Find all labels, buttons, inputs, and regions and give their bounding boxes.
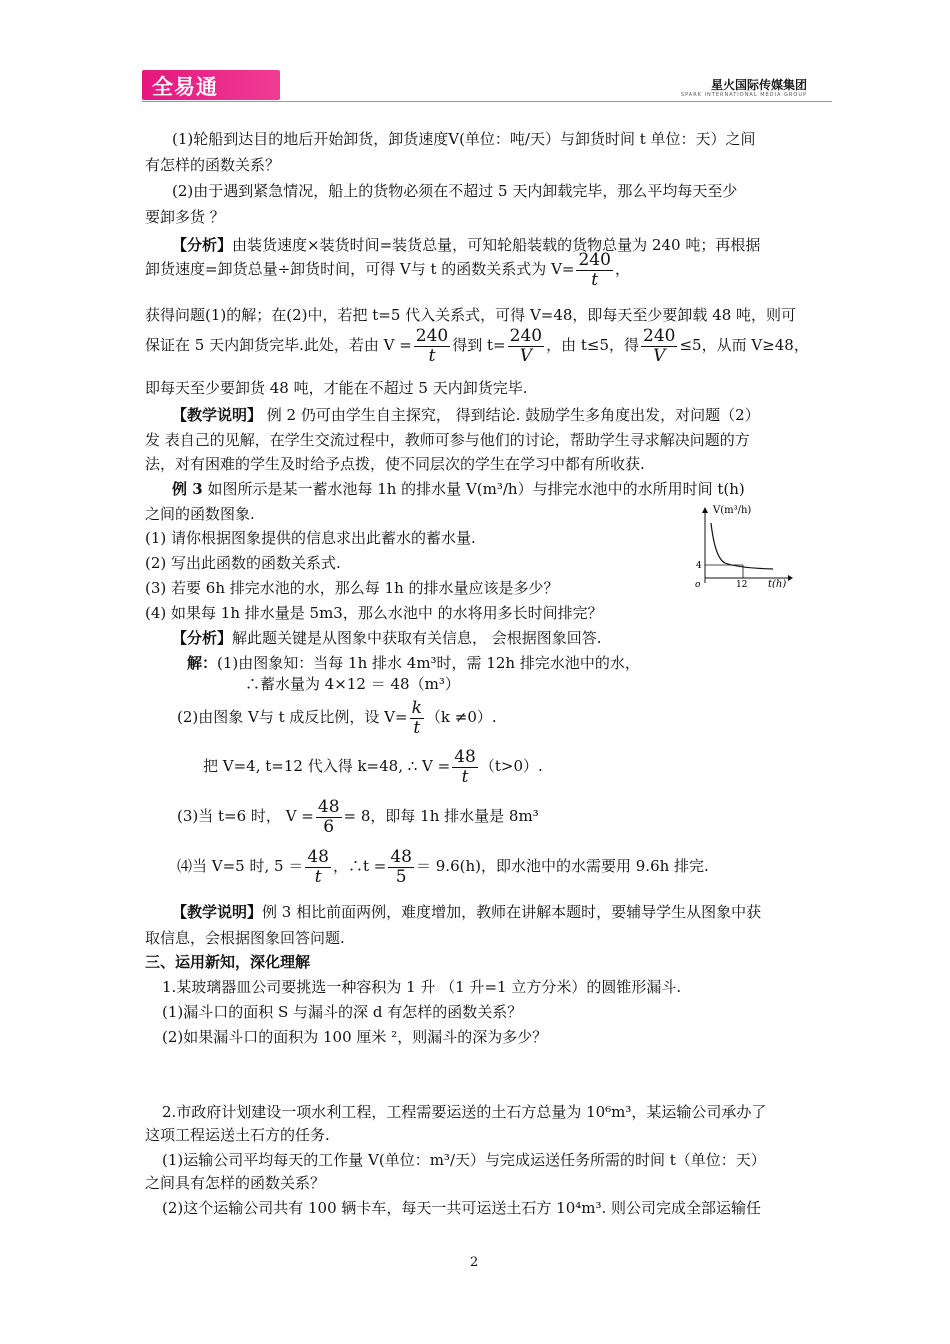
x-axis-arrow xyxy=(788,575,793,581)
teaching-note-text: 例 3 相比前面两例，难度增加，教师在讲解本题时，要辅导学生从图象中获 xyxy=(262,903,762,921)
denominator: t xyxy=(591,269,599,290)
solution-line xyxy=(177,798,539,836)
exercise-line: 之间具有怎样的函数关系？ xyxy=(145,1174,326,1192)
solution-line: ∴蓄水量为 4×12 ＝ 48（m³） xyxy=(245,675,460,693)
fraction-240-over-v xyxy=(641,327,677,365)
teaching-note-tag: 【教学说明】 xyxy=(172,903,263,921)
analysis-line xyxy=(145,251,630,289)
exercise-line: 1.某玻璃器皿公司要挑选一种容积为 1 升 （1 升=1 立方分米）的圆锥形漏斗. xyxy=(162,978,682,996)
question-line: (4) 如果每 1h 排水量是 5m3，那么水池中 的水将用多长时间排完？ xyxy=(145,604,603,622)
example-tag: 例 3 xyxy=(172,480,203,498)
logo-text: 全易通 xyxy=(152,75,218,99)
exercise-line: 这项工程运送土石方的任务. xyxy=(145,1126,330,1144)
solution-text: ＝ 9.6(h)，即水池中的水需要用 9.6h 排完. xyxy=(416,857,709,876)
x-tick-label: 12 xyxy=(736,580,748,588)
analysis-text: 保证在 5 天内卸货完毕.此处，若由 V = xyxy=(145,336,412,355)
numerator: 240 xyxy=(415,326,449,346)
denominator: 6 xyxy=(323,816,335,837)
solution-line xyxy=(203,748,543,786)
question-line: (1) 请你根据图象提供的信息求出此蓄水的蓄水量. xyxy=(145,529,476,547)
solution-text: （k ≠0）. xyxy=(425,708,497,727)
example-text: 如图所示是某一蓄水池每 1h 的排水量 V(m³/h）与排完水池中的水所用时间 t(h) xyxy=(202,480,745,498)
exercise-line: 2.市政府计划建设一项水利工程，工程需要运送的土石方总量为 10⁶m³，某运输公司承办了 xyxy=(162,1103,767,1121)
fraction-240-over-v xyxy=(508,327,544,365)
numerator: 240 xyxy=(578,250,611,270)
analysis-line: 即每天至少要卸货 48 吨，才能在不超过 5 天内卸货完毕. xyxy=(145,379,528,397)
exercise-line: (1)运输公司平均每天的工作量 V(单位：m³/天）与完成运送任务所需的时间 t（单位：天） xyxy=(162,1151,766,1169)
denominator: t xyxy=(413,717,421,738)
numerator: 48 xyxy=(390,847,412,867)
text-line: 有怎样的函数关系？ xyxy=(145,156,281,174)
denominator: V xyxy=(653,345,666,366)
analysis-tag: 【分析】 xyxy=(172,629,233,647)
analysis-tag: 【分析】 xyxy=(172,236,233,254)
exercise-line: (1)漏斗口的面积 S 与漏斗的深 d 有怎样的函数关系？ xyxy=(162,1003,523,1021)
solution-text: ⑷当 V=5 时, 5 ＝ xyxy=(177,857,304,876)
analysis-text: 解此题关键是从图象中获取有关信息， 会根据图象回答. xyxy=(232,629,602,647)
teaching-note-line xyxy=(172,404,760,425)
fraction-k-over-t xyxy=(410,699,424,737)
analysis-text: 得到 t= xyxy=(452,336,506,355)
teaching-note-tag: 【教学说明】 xyxy=(172,406,263,424)
fraction-48-over-5 xyxy=(388,848,414,886)
numerator: k xyxy=(411,698,422,718)
brand-name: 星火国际传媒集团 xyxy=(710,78,807,92)
y-axis-arrow xyxy=(702,507,708,513)
analysis-text: 卸货速度=卸货总量÷卸货时间，可得 V与 t 的函数关系式为 V= xyxy=(145,260,575,279)
solution-text: ，∴t = xyxy=(332,857,387,876)
inverse-function-graph xyxy=(683,503,793,588)
origin-label: o xyxy=(695,580,701,588)
text-line: 要卸多货 ？ xyxy=(145,208,225,226)
analysis-line xyxy=(145,327,809,365)
numerator: 240 xyxy=(509,326,543,346)
analysis-line xyxy=(172,627,602,648)
denominator: t xyxy=(314,866,322,887)
exercise-line: (2)如果漏斗口的面积为 100 厘米 ²，则漏斗的深为多少？ xyxy=(162,1028,548,1046)
solution-tag: 解： xyxy=(187,654,218,672)
fraction-240-over-t xyxy=(576,251,612,289)
y-axis-label: V(m³/h) xyxy=(713,505,752,516)
numerator: 240 xyxy=(643,326,676,346)
analysis-text: ≤5，从而 V≥48， xyxy=(679,336,809,355)
analysis-text: ，由 t≤5，得 xyxy=(546,336,639,355)
solution-line xyxy=(177,848,709,886)
example-text: 之间的函数图象. xyxy=(145,505,255,523)
y-tick-label: 4 xyxy=(696,561,702,571)
numerator: 48 xyxy=(317,797,340,817)
denominator: 5 xyxy=(395,866,407,887)
analysis-text: ， xyxy=(614,260,630,279)
solution-text: = 8，即每 1h 排水量是 8m³ xyxy=(343,807,539,826)
x-axis-label: t(h) xyxy=(768,579,787,588)
teaching-note-line: 发 表自己的见解，在学生交流过程中，教师可参与他们的讨论，帮助学生寻求解决问题的方 xyxy=(145,431,750,449)
header-divider xyxy=(142,101,832,102)
hyperbola-curve xyxy=(711,523,773,569)
analysis-line: 获得问题(1)的解；在(2)中，若把 t=5 代入关系式，可得 V=48，即每天至少要卸载 48 吨，则可 xyxy=(145,306,797,324)
denominator: t xyxy=(461,766,469,787)
numerator: 48 xyxy=(307,847,329,867)
fraction-48-over-t xyxy=(305,848,331,886)
question-line: (2) 写出此函数的函数关系式. xyxy=(145,554,341,572)
solution-text: (3)当 t=6 时， V = xyxy=(177,807,314,826)
solution-text: 把 V=4, t=12 代入得 k=48, ∴ V = xyxy=(203,757,451,776)
section-heading: 三、运用新知，深化理解 xyxy=(145,953,311,971)
teaching-note-line: 法，对有困难的学生及时给予点拨，使不同层次的学生在学习中都有所收获. xyxy=(145,455,645,473)
page-number: 2 xyxy=(470,1255,479,1270)
text-line: (2)由于遇到紧急情况，船上的货物必须在不超过 5 天内卸载完毕，那么平均每天至少 xyxy=(172,182,738,200)
teaching-note-line xyxy=(172,901,761,922)
teaching-note-line: 取信息，会根据图象回答问题. xyxy=(145,929,345,947)
numerator: 48 xyxy=(454,747,476,767)
analysis-text: 由装货速度×装货时间=装货总量，可知轮船装载的货物总量为 240 吨；再根据 xyxy=(232,236,761,254)
solution-text: （t>0）. xyxy=(479,757,543,776)
solution-text: (2)由图象 V与 t 成反比例，设 V= xyxy=(177,708,408,727)
question-line: (3) 若要 6h 排完水池的水，那么每 1h 的排水量应该是多少？ xyxy=(145,579,559,597)
brand-name-en: SPARK INTERNATIONAL MEDIA GROUP xyxy=(680,92,807,98)
solution-line xyxy=(177,699,497,737)
fraction-48-over-6 xyxy=(316,798,342,836)
exercise-line: (2)这个运输公司共有 100 辆卡车，每天一共可运送土石方 10⁴m³. 则公司完成全部运输任 xyxy=(162,1199,762,1217)
denominator: t xyxy=(428,345,436,366)
fraction-240-over-t xyxy=(414,327,450,365)
teaching-note-text: 例 2 仍可由学生自主探究， 得到结论. 鼓励学生多角度出发，对问题（2） xyxy=(262,406,760,424)
fraction-48-over-t xyxy=(452,748,478,786)
example-3-heading xyxy=(172,478,745,499)
text-line: (1)轮船到达目的地后开始卸货，卸货速度V(单位：吨/天）与卸货时间 t 单位：天）之间 xyxy=(172,130,756,148)
denominator: V xyxy=(519,345,532,366)
solution-line xyxy=(187,652,640,673)
solution-text: (1)由图象知：当每 1h 排水 4m³时，需 12h 排完水池中的水， xyxy=(217,654,640,672)
